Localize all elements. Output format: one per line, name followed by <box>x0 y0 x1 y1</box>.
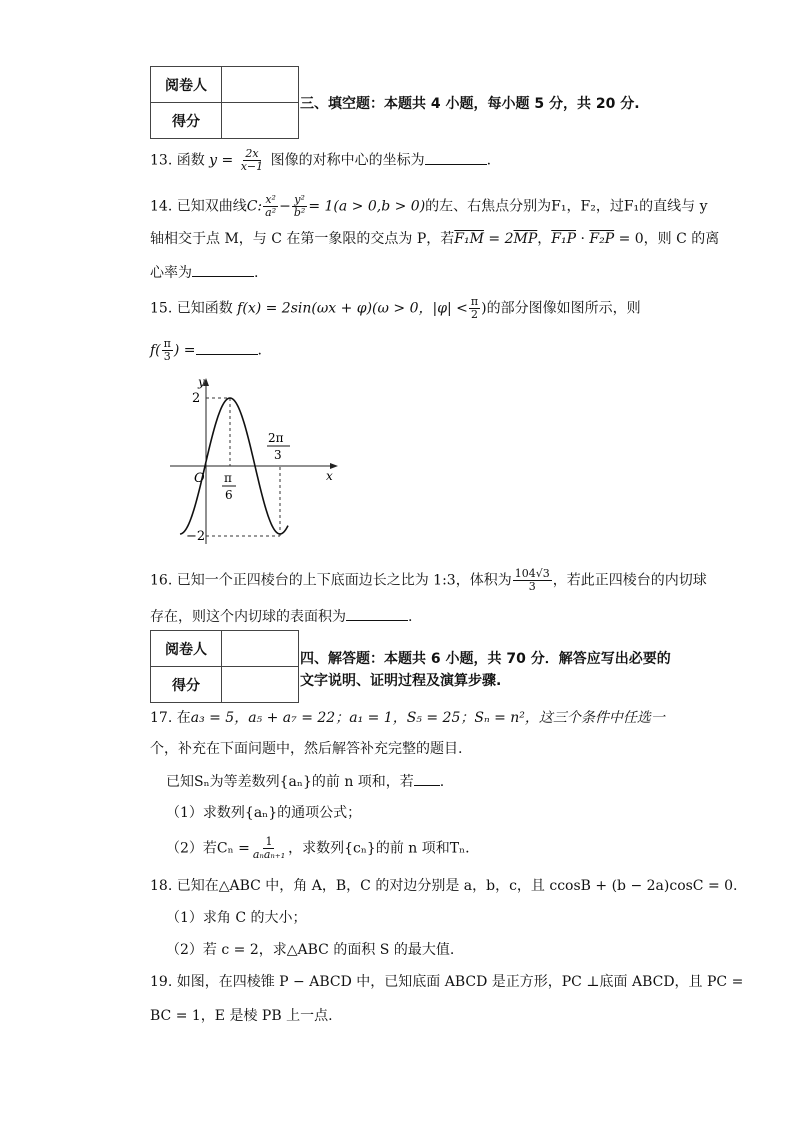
q14-fraction-x: $\frac{\text{x²}}{\text{a²}}$ <box>265 193 277 219</box>
question-19-line-1: 19. 如图，在四棱锥 P − ABCD 中，已知底面 ABCD 是正方形，PC ⊥底面 ABCD，且 PC = <box>150 974 744 990</box>
question-19-line-2: BC = 1，E 是棱 PB 上一点. <box>150 1008 333 1024</box>
score-cell <box>222 103 299 139</box>
question-18: 18. 已知在△ABC 中，角 A，B，C 的对边分别是 a，b，c，且 ccosB + (b − 2a)cosC = 0. <box>150 878 738 894</box>
tick-2pi-3-num: 2π <box>268 431 284 445</box>
question-14-line-3: 心率为 . <box>150 262 258 283</box>
q16-answer-blank[interactable] <box>346 606 408 621</box>
question-17-line-1: 17. 在a₃ = 5，a₅ + a₇ = 22；a₁ = 1，S₅ = 25；Sₙ = n²，这三个条件中任选一 <box>150 710 665 726</box>
question-18-part-1: （1）求角 C 的大小； <box>166 910 307 926</box>
q17-condition-blank[interactable] <box>414 771 440 786</box>
y-min-label: −2 <box>186 529 206 544</box>
q15-answer-blank[interactable] <box>196 340 258 355</box>
q13-number: 13. <box>150 152 173 169</box>
question-14-line-1: 14. 已知双曲线C: $\frac{\text{x²}}{\text{a²}}$ − $\frac{\text{y²}}{\text{b²}}$ = 1(a > 0,b > 0)的左、右焦点分别为F₁，F₂，过F₁的直线与 y <box>150 193 708 219</box>
score-label: 得分 <box>151 667 222 703</box>
q17-fraction: $\frac{1}{\text{aₙaₙ₊₁}}$ <box>252 835 286 861</box>
sine-graph-figure <box>166 372 346 552</box>
q15-number: 15. <box>150 300 173 317</box>
vector-f1p: F₁P <box>551 231 577 247</box>
grader-table-section4 <box>150 630 299 703</box>
q16-number: 16. <box>150 572 173 589</box>
q14-number: 14. <box>150 198 173 215</box>
question-18-part-2: （2）若 c = 2，求△ABC 的面积 S 的最大值. <box>166 942 455 958</box>
score-label: 得分 <box>151 103 222 139</box>
question-15-line-1: 15. 已知函数 f(x) = 2sin(ωx + φ)(ω > 0，|φ| < $\frac{\pi}{2}$ )的部分图像如图所示，则 <box>150 295 641 321</box>
q14-answer-blank[interactable] <box>192 262 254 277</box>
q13-formula: y = <box>209 152 234 169</box>
vector-f1m: F₁M <box>454 231 484 247</box>
reviewer-label: 阅卷人 <box>151 631 222 667</box>
q19-number: 19. <box>150 974 173 990</box>
q16-volume-fraction: $\frac{104√3}{3}$ <box>514 567 550 593</box>
section-4-title: 四、解答题：本题共 6 小题，共 70 分．解答应写出必要的文字说明、证明过程及演算步骤. <box>300 651 671 689</box>
q17-condition-2: a₁ = 1，S₅ = 25； <box>349 710 475 726</box>
q15-fraction-pi-3: $\frac{\pi}{3}$ <box>163 337 171 363</box>
question-15-line-2: f( $\frac{\pi}{3}$ ) = . <box>150 337 262 363</box>
q13-text: 函数 <box>176 152 205 169</box>
vector-f2p: F₂P <box>589 231 615 247</box>
question-17-line-2: 个，补充在下面问题中，然后解答补充完整的题目. <box>150 741 463 757</box>
q13-text-post: 图像的对称中心的坐标为 <box>270 152 425 169</box>
q14-fraction-y: $\frac{\text{y²}}{\text{b²}}$ <box>293 193 306 219</box>
q18-number: 18. <box>150 878 173 894</box>
y-max-label: 2 <box>192 391 201 406</box>
q17-condition-3: Sₙ = n²，这三个条件中任选一 <box>474 710 665 726</box>
question-16-line-1: 16. 已知一个正四棱台的上下底面边长之比为 1:3，体积为 $\frac{104√3}{3}$ ，若此正四棱台的内切球 <box>150 567 707 593</box>
q13-fraction: $\frac{2x}{x-1}$ <box>240 147 264 173</box>
q17-condition-1: a₃ = 5，a₅ + a₇ = 22； <box>190 710 350 726</box>
question-17-line-3: 已知Sₙ为等差数列{aₙ}的前 n 项和，若 . <box>166 771 444 792</box>
reviewer-cell <box>222 631 299 667</box>
x-axis-label: x <box>326 469 333 483</box>
question-17-part-1: （1）求数列{aₙ}的通项公式； <box>166 805 362 821</box>
tick-pi-6-num: π <box>224 471 232 485</box>
grader-table-section3 <box>150 66 299 139</box>
question-16-line-2: 存在，则这个内切球的表面积为 . <box>150 606 412 627</box>
tick-pi-6-den: 6 <box>225 488 233 502</box>
reviewer-cell <box>222 67 299 103</box>
vector-mp: $\overline{MP}$ <box>513 231 538 247</box>
origin-label: O <box>194 471 205 486</box>
question-17-part-2: （2）若Cₙ = $\frac{1}{\text{aₙaₙ₊₁}}$ ，求数列{cₙ}的前 n 项和Tₙ. <box>166 835 470 861</box>
score-cell <box>222 667 299 703</box>
question-14-line-2: 轴相交于点 M，与 C 在第一象限的交点为 P，若$F_1M = 2\overline{MP}$，F₁P · F₂P = 0，则 C 的离 <box>150 231 720 247</box>
section-3-title: 三、填空题：本题共 4 小题，每小题 5 分，共 20 分. <box>300 96 640 112</box>
reviewer-label: 阅卷人 <box>151 67 222 103</box>
q13-answer-blank[interactable] <box>425 150 487 165</box>
q17-number: 17. <box>150 710 173 726</box>
question-13: 13. 函数 y = $\frac{2x}{x-1}$ 图像的对称中心的坐标为 . <box>150 147 492 173</box>
q15-fraction: $\frac{\pi}{2}$ <box>470 295 479 321</box>
tick-2pi-3-den: 3 <box>274 448 282 462</box>
y-axis-label: y <box>198 375 205 389</box>
